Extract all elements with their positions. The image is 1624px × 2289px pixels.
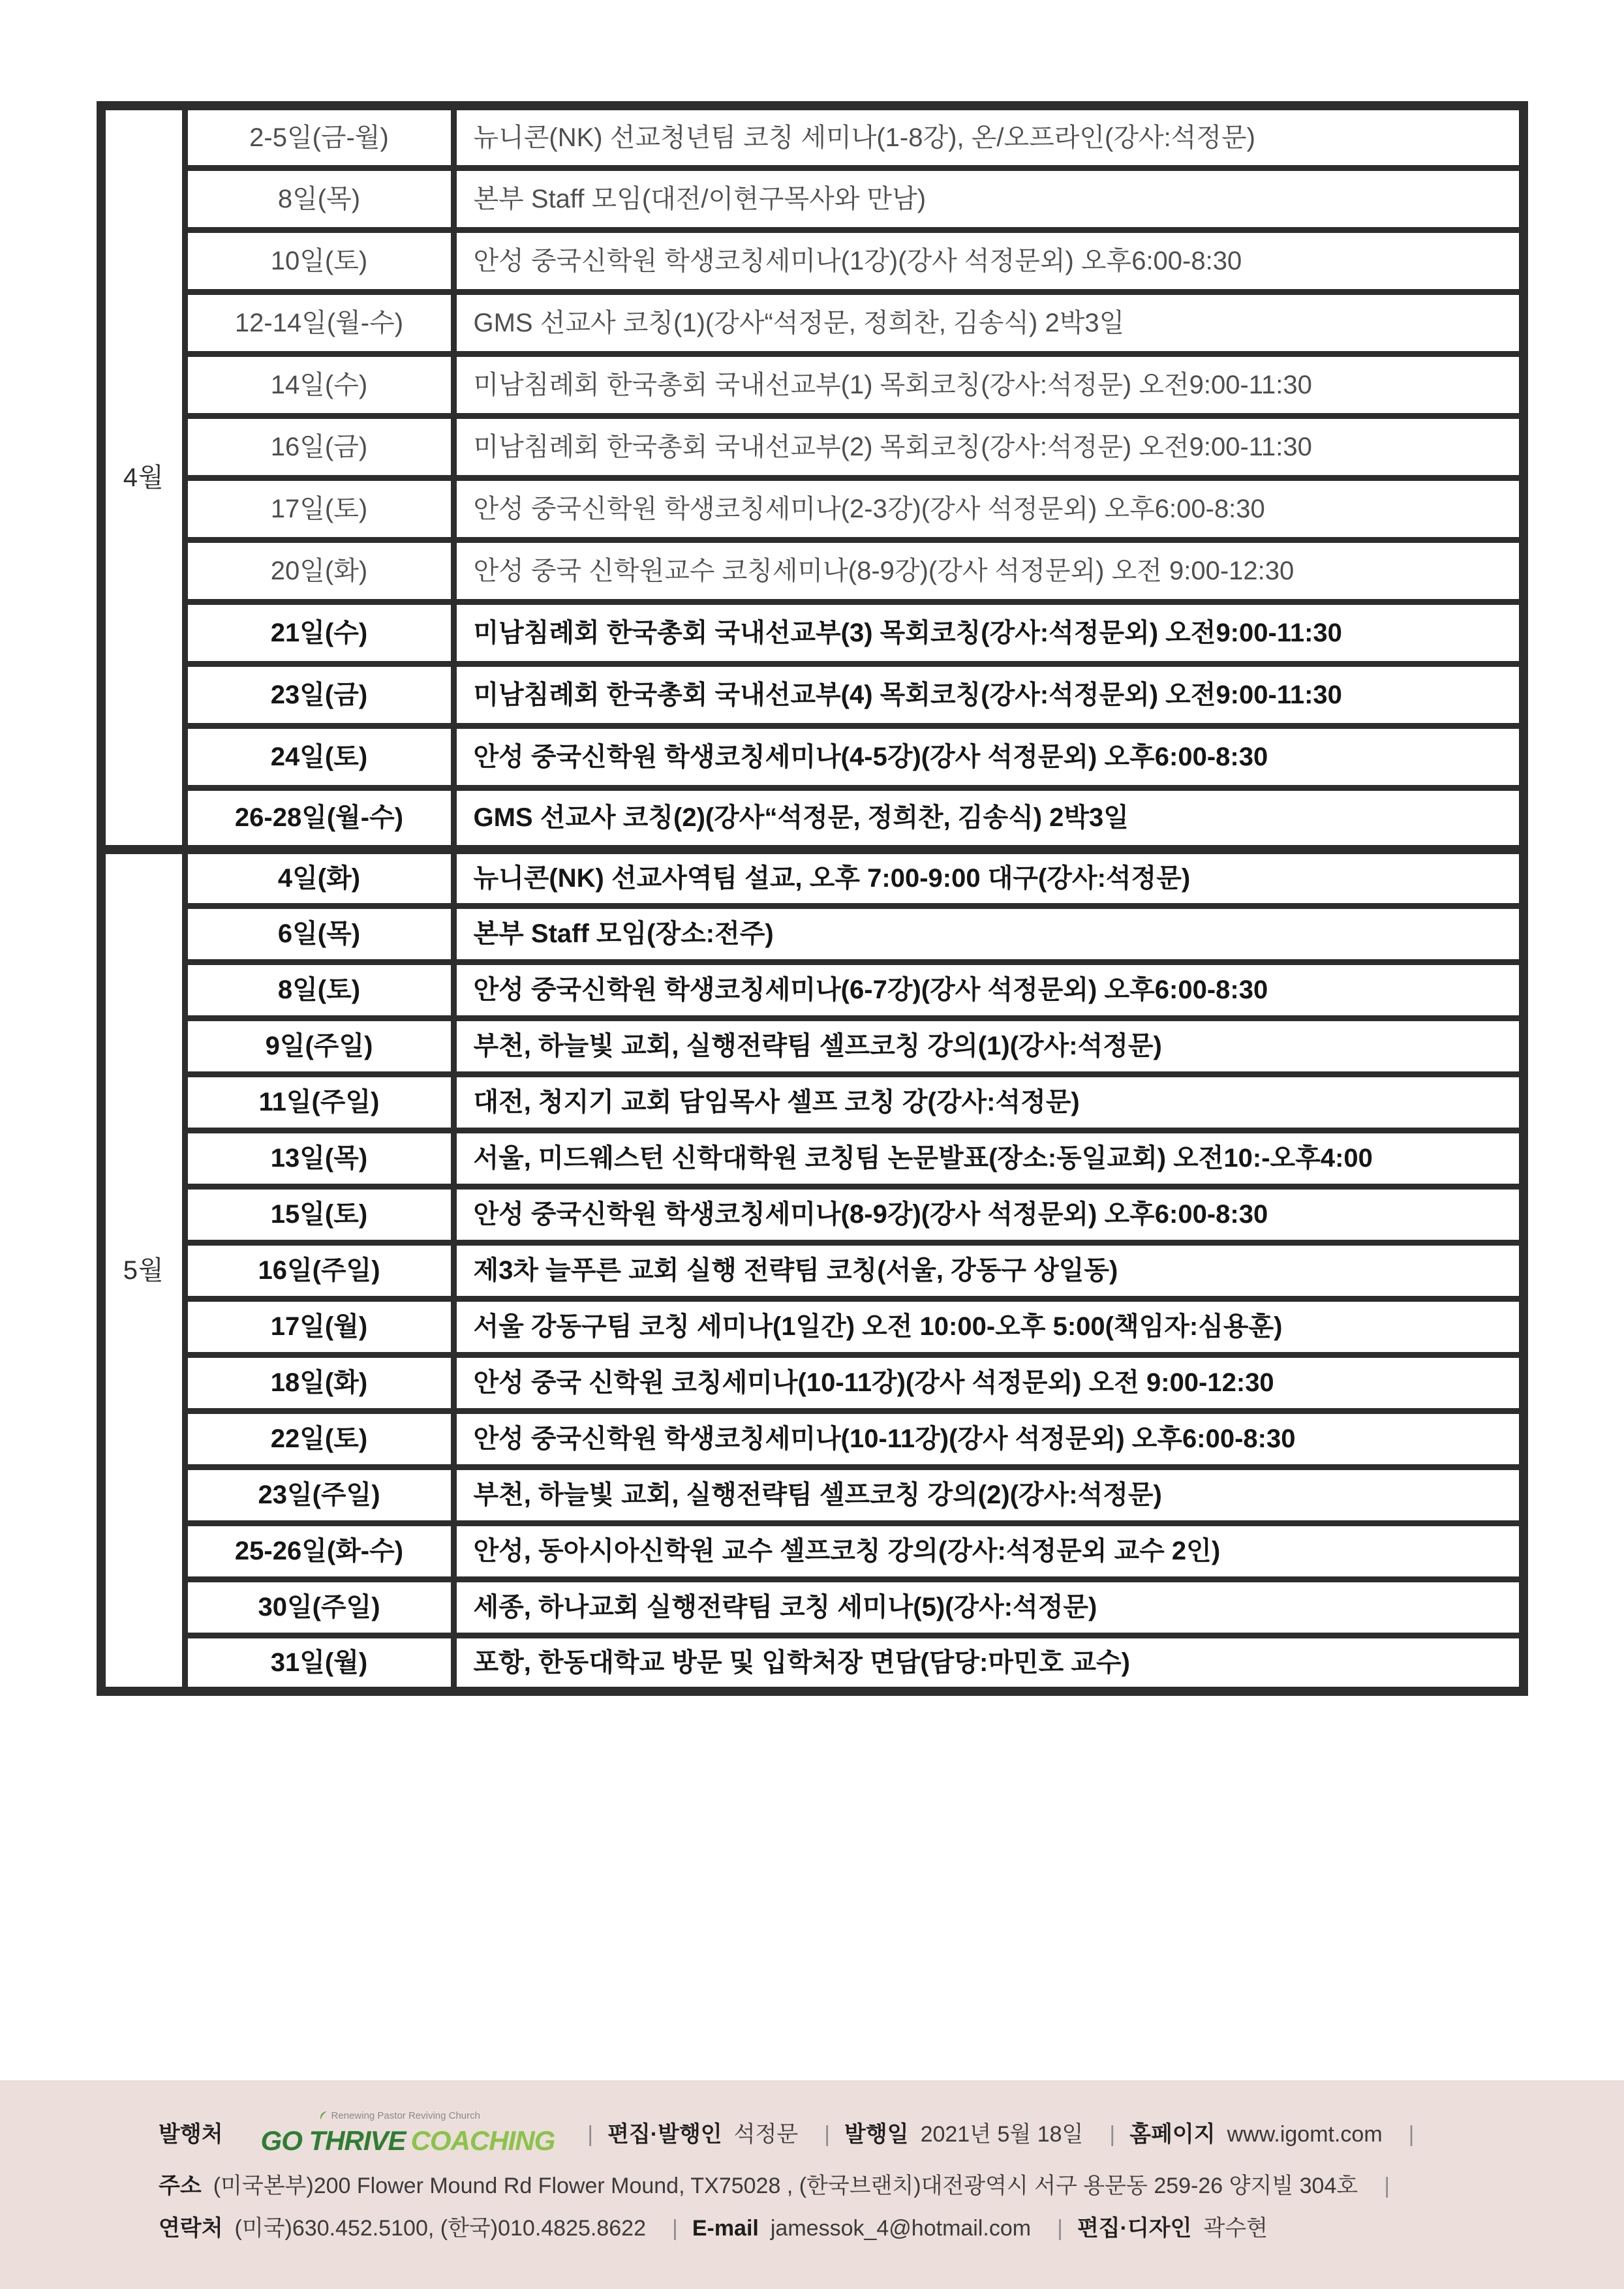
- date-cell: 2-5일(금-월): [185, 106, 453, 168]
- date-cell: 11일(주일): [185, 1074, 453, 1130]
- leaf-icon: [318, 2110, 329, 2121]
- date-cell: 4일(화): [185, 850, 453, 906]
- logo-wordmark: [261, 2125, 555, 2156]
- event-cell: 본부 Staff 모임(대전/이현구목사와 만남): [453, 168, 1524, 230]
- date-cell: 30일(주일): [185, 1579, 453, 1635]
- contact-value: (미국)630.452.5100, (한국)010.4825.8622: [234, 2216, 646, 2241]
- publisher-label: 발행처: [159, 2122, 223, 2147]
- event-cell: 안성 중국신학원 학생코칭세미나(4-5강)(강사 석정문외) 오후6:00-8:30: [453, 726, 1524, 788]
- event-cell: 안성 중국 신학원교수 코칭세미나(8-9강)(강사 석정문외) 오전 9:00-12:30: [453, 540, 1524, 602]
- date-cell: 8일(토): [185, 962, 453, 1018]
- date-cell: 31일(월): [185, 1635, 453, 1691]
- pubdate-label: 발행일: [844, 2122, 909, 2147]
- contact-label: 연락처: [159, 2216, 223, 2241]
- date-cell: 18일(화): [185, 1355, 453, 1411]
- footer-line-1: [159, 2110, 1559, 2156]
- schedule-row: [101, 962, 1524, 1018]
- month-label: 5월: [101, 850, 185, 1691]
- separator-bar: |: [1408, 2122, 1415, 2147]
- schedule-row: [101, 850, 1524, 906]
- event-cell: 뉴니콘(NK) 선교청년팀 코칭 세미나(1-8강), 온/오프라인(강사:석정문): [453, 106, 1524, 168]
- schedule-row: [101, 1130, 1524, 1186]
- event-cell: 안성 중국신학원 학생코칭세미나(8-9강)(강사 석정문외) 오후6:00-8:30: [453, 1186, 1524, 1242]
- design-label: 편집·디자인: [1077, 2216, 1192, 2241]
- pubdate-value: 2021년 5월 18일: [920, 2122, 1084, 2147]
- event-cell: 뉴니콘(NK) 선교사역팀 설교, 오후 7:00-9:00 대구(강사:석정문): [453, 850, 1524, 906]
- event-cell: 안성 중국신학원 학생코칭세미나(10-11강)(강사 석정문외) 오후6:00-8:30: [453, 1411, 1524, 1467]
- footer-band: [0, 2080, 1624, 2289]
- schedule-row: [101, 354, 1524, 416]
- schedule-row: [101, 1242, 1524, 1298]
- separator-bar: |: [824, 2122, 831, 2147]
- editor-label: 편집·발행인: [607, 2122, 722, 2147]
- logo-tagline: [318, 2110, 480, 2121]
- logo-gothrive-text: GO THRIVE: [260, 2125, 406, 2156]
- event-cell: 부천, 하늘빛 교회, 실행전략팀 셀프코칭 강의(1)(강사:석정문): [453, 1018, 1524, 1074]
- date-cell: 13일(목): [185, 1130, 453, 1186]
- event-cell: 부천, 하늘빛 교회, 실행전략팀 셀프코칭 강의(2)(강사:석정문): [453, 1467, 1524, 1523]
- footer-line-2: [159, 2175, 1559, 2197]
- schedule-table-body: [101, 106, 1524, 1691]
- date-cell: 6일(목): [185, 906, 453, 962]
- event-cell: 안성 중국신학원 학생코칭세미나(1강)(강사 석정문외) 오후6:00-8:30: [453, 230, 1524, 292]
- date-cell: 26-28일(월-수): [185, 788, 453, 850]
- event-cell: 안성 중국 신학원 코칭세미나(10-11강)(강사 석정문외) 오전 9:00-12:30: [453, 1355, 1524, 1411]
- separator-bar: |: [1384, 2174, 1390, 2198]
- separator-bar: |: [1109, 2122, 1116, 2147]
- schedule-row: [101, 1018, 1524, 1074]
- schedule-row: [101, 540, 1524, 602]
- homepage-label: 홈페이지: [1129, 2122, 1216, 2147]
- event-cell: 세종, 하나교회 실행전략팀 코칭 세미나(5)(강사:석정문): [453, 1579, 1524, 1635]
- date-cell: 23일(주일): [185, 1467, 453, 1523]
- date-cell: 20일(화): [185, 540, 453, 602]
- event-cell: GMS 선교사 코칭(1)(강사“석정문, 정희찬, 김송식) 2박3일: [453, 292, 1524, 354]
- footer-content: [159, 2110, 1559, 2260]
- event-cell: 안성, 동아시아신학원 교수 셀프코칭 강의(강사:석정문외 교수 2인): [453, 1523, 1524, 1579]
- schedule-row: [101, 478, 1524, 540]
- event-cell: 서울 강동구팀 코칭 세미나(1일간) 오전 10:00-오후 5:00(책임자:심용훈): [453, 1298, 1524, 1355]
- schedule-row: [101, 1411, 1524, 1467]
- schedule-row: [101, 906, 1524, 962]
- date-cell: 9일(주일): [185, 1018, 453, 1074]
- schedule-row: [101, 416, 1524, 478]
- schedule-row: [101, 726, 1524, 788]
- schedule-row: [101, 1467, 1524, 1523]
- gothrive-coaching-logo: [260, 2110, 555, 2156]
- event-cell: 안성 중국신학원 학생코칭세미나(6-7강)(강사 석정문외) 오후6:00-8:30: [453, 962, 1524, 1018]
- schedule-row: [101, 292, 1524, 354]
- date-cell: 16일(주일): [185, 1242, 453, 1298]
- separator-bar: |: [671, 2216, 678, 2241]
- schedule-row: [101, 168, 1524, 230]
- address-label: 주소: [159, 2174, 202, 2198]
- schedule-row: [101, 664, 1524, 726]
- date-cell: 25-26일(화-수): [185, 1523, 453, 1579]
- event-cell: 대전, 청지기 교회 담임목사 셀프 코칭 강(강사:석정문): [453, 1074, 1524, 1130]
- footer-line-3: [159, 2217, 1559, 2239]
- date-cell: 23일(금): [185, 664, 453, 726]
- schedule-row: [101, 1635, 1524, 1691]
- schedule-row: [101, 1298, 1524, 1355]
- event-cell: 본부 Staff 모임(장소:전주): [453, 906, 1524, 962]
- email-label: E-mail: [692, 2216, 759, 2241]
- email-value: jamessok_4@hotmail.com: [770, 2216, 1032, 2241]
- date-cell: 24일(토): [185, 726, 453, 788]
- event-cell: 안성 중국신학원 학생코칭세미나(2-3강)(강사 석정문외) 오후6:00-8:30: [453, 478, 1524, 540]
- homepage-value: www.igomt.com: [1227, 2122, 1383, 2147]
- month-label: 4월: [101, 106, 185, 850]
- event-cell: 제3차 늘푸른 교회 실행 전략팀 코칭(서울, 강동구 상일동): [453, 1242, 1524, 1298]
- date-cell: 16일(금): [185, 416, 453, 478]
- schedule-row: [101, 1579, 1524, 1635]
- event-cell: 서울, 미드웨스턴 신학대학원 코칭팀 논문발표(장소:동일교회) 오전10:-오후4:00: [453, 1130, 1524, 1186]
- schedule-row: [101, 230, 1524, 292]
- schedule-row: [101, 788, 1524, 850]
- date-cell: 17일(토): [185, 478, 453, 540]
- schedule-row: [101, 602, 1524, 664]
- schedule-row: [101, 106, 1524, 168]
- schedule-table: [97, 101, 1528, 1696]
- separator-bar: |: [587, 2122, 594, 2147]
- schedule-row: [101, 1355, 1524, 1411]
- event-cell: 미남침례회 한국총회 국내선교부(4) 목회코칭(강사:석정문외) 오전9:00-11:30: [453, 664, 1524, 726]
- logo-tagline-text: Renewing Pastor Reviving Church: [331, 2110, 480, 2121]
- event-cell: GMS 선교사 코칭(2)(강사“석정문, 정희찬, 김송식) 2박3일: [453, 788, 1524, 850]
- logo-coaching-text: COACHING: [410, 2125, 555, 2156]
- date-cell: 10일(토): [185, 230, 453, 292]
- separator-bar: |: [1057, 2216, 1063, 2241]
- date-cell: 8일(목): [185, 168, 453, 230]
- date-cell: 17일(월): [185, 1298, 453, 1355]
- date-cell: 22일(토): [185, 1411, 453, 1467]
- event-cell: 포항, 한동대학교 방문 및 입학처장 면담(담당:마민호 교수): [453, 1635, 1524, 1691]
- address-value: (미국본부)200 Flower Mound Rd Flower Mound, TX75028 , (한국브랜치)대전광역시 서구 용문동 259-26 양지빌 304호: [213, 2174, 1358, 2198]
- date-cell: 15일(토): [185, 1186, 453, 1242]
- event-cell: 미남침례회 한국총회 국내선교부(2) 목회코칭(강사:석정문) 오전9:00-11:30: [453, 416, 1524, 478]
- editor-value: 석정문: [733, 2122, 799, 2147]
- date-cell: 14일(수): [185, 354, 453, 416]
- date-cell: 12-14일(월-수): [185, 292, 453, 354]
- date-cell: 21일(수): [185, 602, 453, 664]
- schedule-row: [101, 1074, 1524, 1130]
- event-cell: 미남침례회 한국총회 국내선교부(3) 목회코칭(강사:석정문외) 오전9:00-11:30: [453, 602, 1524, 664]
- event-cell: 미남침례회 한국총회 국내선교부(1) 목회코칭(강사:석정문) 오전9:00-11:30: [453, 354, 1524, 416]
- designer-value: 곽수현: [1203, 2216, 1268, 2241]
- schedule-row: [101, 1186, 1524, 1242]
- schedule-row: [101, 1523, 1524, 1579]
